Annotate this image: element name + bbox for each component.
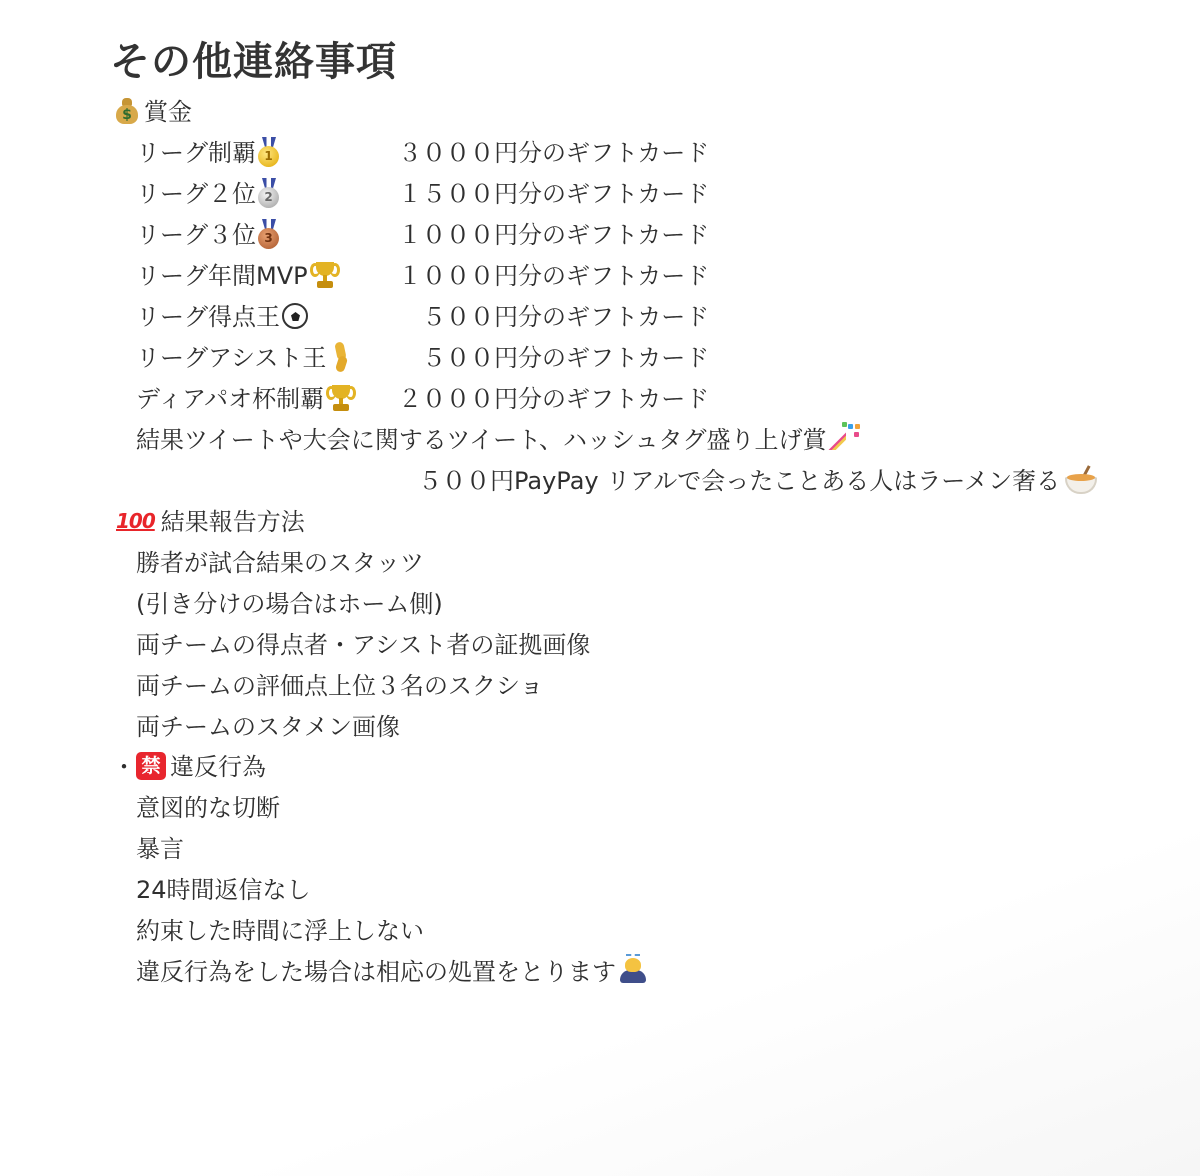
gold-medal-icon: 1 (258, 137, 280, 167)
prize-row-label (136, 342, 354, 374)
ramen-icon (1064, 465, 1098, 495)
prize-heading-text: 賞金 (144, 98, 192, 126)
violation-item: 暴言 (136, 835, 184, 863)
tweet-reward-text: ５００円PayPay リアルで会ったことある人はラーメン奢る (418, 467, 1061, 495)
report-item: 両チームの得点者・アシスト者の証拠画像 (136, 631, 591, 659)
violation-heading (112, 751, 266, 783)
prize-label: リーグ制覇 (136, 139, 256, 167)
prize-row-label (136, 219, 280, 251)
prize-label: リーグアシスト王 (136, 344, 327, 372)
prize-row-amount: １５００円分のギフトカード (398, 180, 710, 208)
leg-icon (332, 342, 354, 372)
violation-item: 約束した時間に浮上しない (136, 917, 424, 945)
tweet-prize-text: 結果ツイートや大会に関するツイート、ハッシュタグ盛り上げ賞 (136, 426, 827, 454)
violation-item: 24時間返信なし (136, 876, 311, 904)
violation-closing (136, 956, 648, 988)
tweet-prize-reward (418, 465, 1098, 497)
prize-row-label (136, 260, 340, 292)
prize-row-label (136, 178, 280, 210)
prize-row-amount: ２０００円分のギフトカード (398, 385, 710, 413)
prize-label: リーグ２位 (136, 180, 256, 208)
report-item: (引き分けの場合はホーム側) (136, 590, 443, 618)
soccer-ball-icon (282, 303, 308, 329)
violation-item: 意図的な切断 (136, 794, 280, 822)
violation-heading-text: 違反行為 (170, 753, 266, 781)
tweet-prize-line (136, 424, 860, 456)
report-item: 勝者が試合結果のスタッツ (136, 549, 424, 577)
party-popper-icon (828, 422, 860, 452)
prize-row-label (136, 383, 356, 415)
report-item: 両チームの評価点上位３名のスクショ (136, 672, 544, 700)
bowing-person-icon (618, 954, 648, 984)
bullet: ・ (112, 753, 136, 781)
prize-row-amount: １０００円分のギフトカード (398, 221, 710, 249)
report-heading (116, 506, 305, 539)
silver-medal-icon: 2 (258, 178, 280, 208)
trophy-icon (310, 260, 340, 290)
page-title: その他連絡事項 (110, 39, 397, 85)
prize-row-amount: ３０００円分のギフトカード (398, 139, 710, 167)
hundred-points-icon: 100 (116, 509, 155, 533)
prize-row-amount: １０００円分のギフトカード (398, 262, 710, 290)
prize-row-label (136, 137, 280, 169)
report-item: 両チームのスタメン画像 (136, 713, 400, 741)
prize-label: ディアパオ杯制覇 (136, 385, 325, 413)
violation-closing-text: 違反行為をした場合は相応の処置をとります (136, 958, 616, 986)
prize-row-amount: ５００円分のギフトカード (422, 303, 710, 331)
prize-row-amount: ５００円分のギフトカード (422, 344, 710, 372)
prize-heading (116, 96, 192, 128)
report-heading-text: 結果報告方法 (160, 508, 305, 536)
trophy-icon (326, 383, 356, 413)
prize-label: リーグ得点王 (136, 303, 280, 331)
money-bag-icon: $ (116, 98, 138, 124)
prize-label: リーグ３位 (136, 221, 256, 249)
prize-row-label (136, 301, 308, 333)
prize-label: リーグ年間MVP (136, 262, 308, 290)
prohibited-icon: 禁 (136, 752, 166, 780)
bronze-medal-icon: 3 (258, 219, 280, 249)
